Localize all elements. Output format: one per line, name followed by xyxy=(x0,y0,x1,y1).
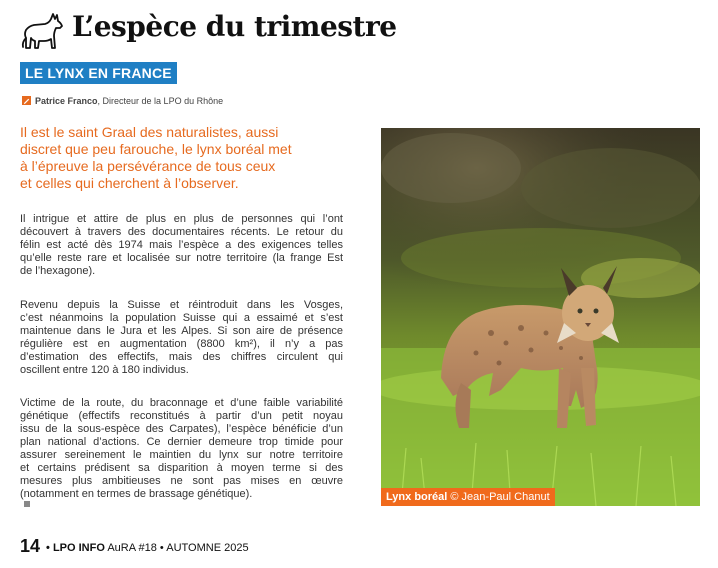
body-line: issu de la sous-espèce des Carpates), l’espèce bénéficie d’un xyxy=(20,423,343,435)
paragraph-3 xyxy=(20,397,343,507)
section-tag: LE LYNX EN FRANCE xyxy=(20,62,177,84)
lede-line: Il est le saint Graal des naturalistes, aussi xyxy=(20,124,279,140)
body-line: et certains prédisent sa disparition à moyen terme si des xyxy=(20,462,343,474)
photo-caption xyxy=(381,488,555,506)
end-mark-icon xyxy=(24,501,30,507)
publication-issue: AuRA #18 • xyxy=(104,542,167,554)
lynx-illustration xyxy=(381,128,700,506)
caption-credit: © Jean-Paul Chanut xyxy=(447,491,550,503)
body-line: félin est acté dès 1974 mais l’espèce a des exigences telles xyxy=(20,239,343,251)
issue-season: AUTOMNE 2025 xyxy=(166,542,249,554)
body-line: oscillent entre 120 à 180 individus. xyxy=(20,364,189,376)
page-title: L’espèce du trimestre xyxy=(72,10,397,43)
body-line: régulière est en augmentation (8800 km²), il n’y a pas xyxy=(20,338,343,350)
caption-species: Lynx boréal xyxy=(386,491,448,503)
body-line: plan national d’actions. Ce dernier demeure trop timide pour xyxy=(20,436,343,448)
publication-name: • LPO INFO xyxy=(46,542,105,554)
author-line xyxy=(22,96,223,106)
body-line: qu’elle reste rare et localisée sur notre territoire (la frange Est xyxy=(20,252,343,264)
body-line: Il intrigue et attire de plus en plus de personnes qui l’ont xyxy=(20,213,343,225)
lede-line: et celles qui cherchent à l’observer. xyxy=(20,175,239,191)
lynx-photo xyxy=(381,128,700,506)
body-line: Revenu depuis la Suisse et réintroduit dans les Vosges, xyxy=(20,299,343,311)
page-number: 14 xyxy=(20,536,41,556)
body-line: Victime de la route, du braconnage et d’une faible variabilité xyxy=(20,397,343,409)
body-line: mesures plus ambitieuses ne sont pas mises en œuvre xyxy=(20,475,343,487)
footer xyxy=(20,536,249,557)
author-name: Patrice Franco xyxy=(35,96,98,106)
body-line xyxy=(20,488,343,507)
body-line: maintenue dans le Jura et les Alpes. Si son aire de présence xyxy=(20,325,343,337)
paragraph-1 xyxy=(20,213,343,278)
body-line: assurer sereinement le maintien du lynx sur notre territoire xyxy=(20,449,343,461)
lede-line: à l’épreuve la persévérance de tous ceux xyxy=(20,158,276,174)
wolf-icon xyxy=(20,12,64,50)
body-line: découvert à travers des documentaires récents. Le retour du xyxy=(20,226,343,238)
body-line: c’est néanmoins la population Suisse qui a essaimé et s’est xyxy=(20,312,343,324)
lede-line: discret que peu farouche, le lynx boréal met xyxy=(20,141,292,157)
paragraph-2 xyxy=(20,299,343,377)
body-line: génétique (effectifs reconstitués à partir d’un petit noyau xyxy=(20,410,343,422)
pen-icon xyxy=(22,96,31,105)
body-line-text: (notamment en termes de brassage génétique). xyxy=(20,488,253,500)
body-line: de l’hexagone). xyxy=(20,265,96,277)
body-line: d’estimation des effectifs, mais des chiffres circulent qui xyxy=(20,351,343,363)
lede xyxy=(20,124,348,192)
author-role: , Directeur de la LPO du Rhône xyxy=(97,96,224,106)
